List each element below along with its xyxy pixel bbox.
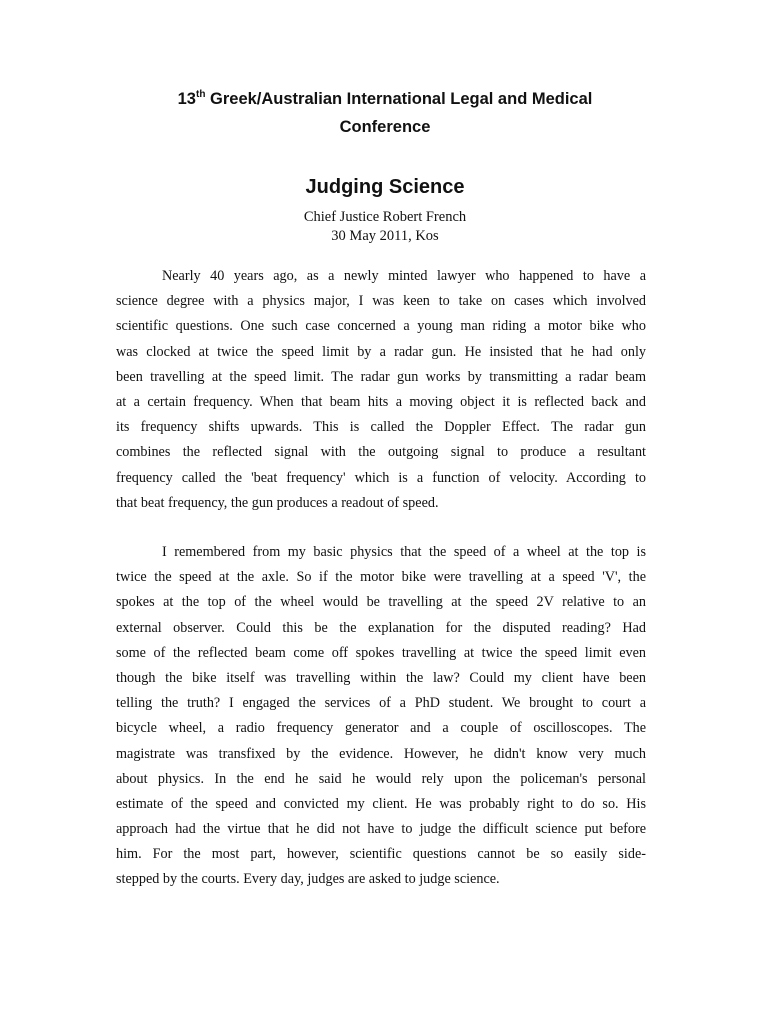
text-line: spokes at the top of the wheel would be travelling at the speed 2V relative to an	[116, 594, 646, 611]
text-line: that beat frequency, the gun produces a readout of speed.	[116, 494, 439, 511]
text-line: him. For the most part, however, scientific questions cannot be so easily side-	[116, 846, 646, 863]
paragraph-1	[116, 264, 646, 516]
page-title: Judging Science	[305, 176, 465, 198]
text-line: approach had the virtue that he did not have to judge the difficult science put before	[116, 821, 646, 838]
text-line: bicycle wheel, a radio frequency generator and a couple of oscilloscopes. The	[116, 720, 646, 737]
text-line: about physics. In the end he said he would rely upon the policeman's personal	[116, 770, 646, 787]
byline-date: 30 May 2011, Kos	[331, 228, 439, 244]
conference-ordinal-number: 13	[177, 90, 196, 108]
text-line: though the bike itself was travelling within the law? Could my client have been	[116, 669, 646, 686]
conference-title-line2: Conference	[339, 118, 431, 136]
text-line: at a certain frequency. When that beam hits a moving object it is reflected back and	[116, 393, 646, 410]
text-line: been travelling at the speed limit. The radar gun works by transmitting a radar beam	[116, 368, 646, 385]
text-line: frequency called the 'beat frequency' which is a function of velocity. According to	[116, 469, 646, 486]
paragraph-2	[116, 540, 646, 893]
text-line: scientific questions. One such case concerned a young man riding a motor bike who	[116, 318, 646, 335]
conference-title	[100, 89, 670, 109]
text-line: telling the truth? I engaged the services of a PhD student. We brought to court a	[116, 695, 646, 712]
text-line: twice the speed at the axle. So if the motor bike were travelling at a speed 'V', the	[116, 569, 646, 586]
text-line: some of the reflected beam come off spokes travelling at twice the speed limit even	[116, 644, 646, 661]
text-line: its frequency shifts upwards. This is called the Doppler Effect. The radar gun	[116, 419, 646, 436]
text-line: magistrate was transfixed by the evidence. However, he didn't know very much	[116, 745, 646, 762]
text-line: combines the reflected signal with the outgoing signal to produce a resultant	[116, 444, 646, 461]
text-line: science degree with a physics major, I was keen to take on cases which involved	[116, 293, 646, 310]
text-line: Nearly 40 years ago, as a newly minted lawyer who happened to have a	[162, 268, 646, 284]
text-line: stepped by the courts. Every day, judges are asked to judge science.	[116, 871, 500, 888]
conference-ordinal-suffix: th	[195, 88, 206, 100]
conference-title-text: Greek/Australian International Legal and Medical	[205, 90, 593, 108]
byline-author: Chief Justice Robert French	[303, 209, 467, 225]
text-line: was clocked at twice the speed limit by a radar gun. He insisted that he had only	[116, 343, 646, 360]
text-line: estimate of the speed and convicted my client. He was probably right to do so. His	[116, 795, 646, 812]
text-line: external observer. Could this be the explanation for the disputed reading? Had	[116, 619, 646, 636]
text-line: I remembered from my basic physics that the speed of a wheel at the top is	[162, 544, 646, 560]
